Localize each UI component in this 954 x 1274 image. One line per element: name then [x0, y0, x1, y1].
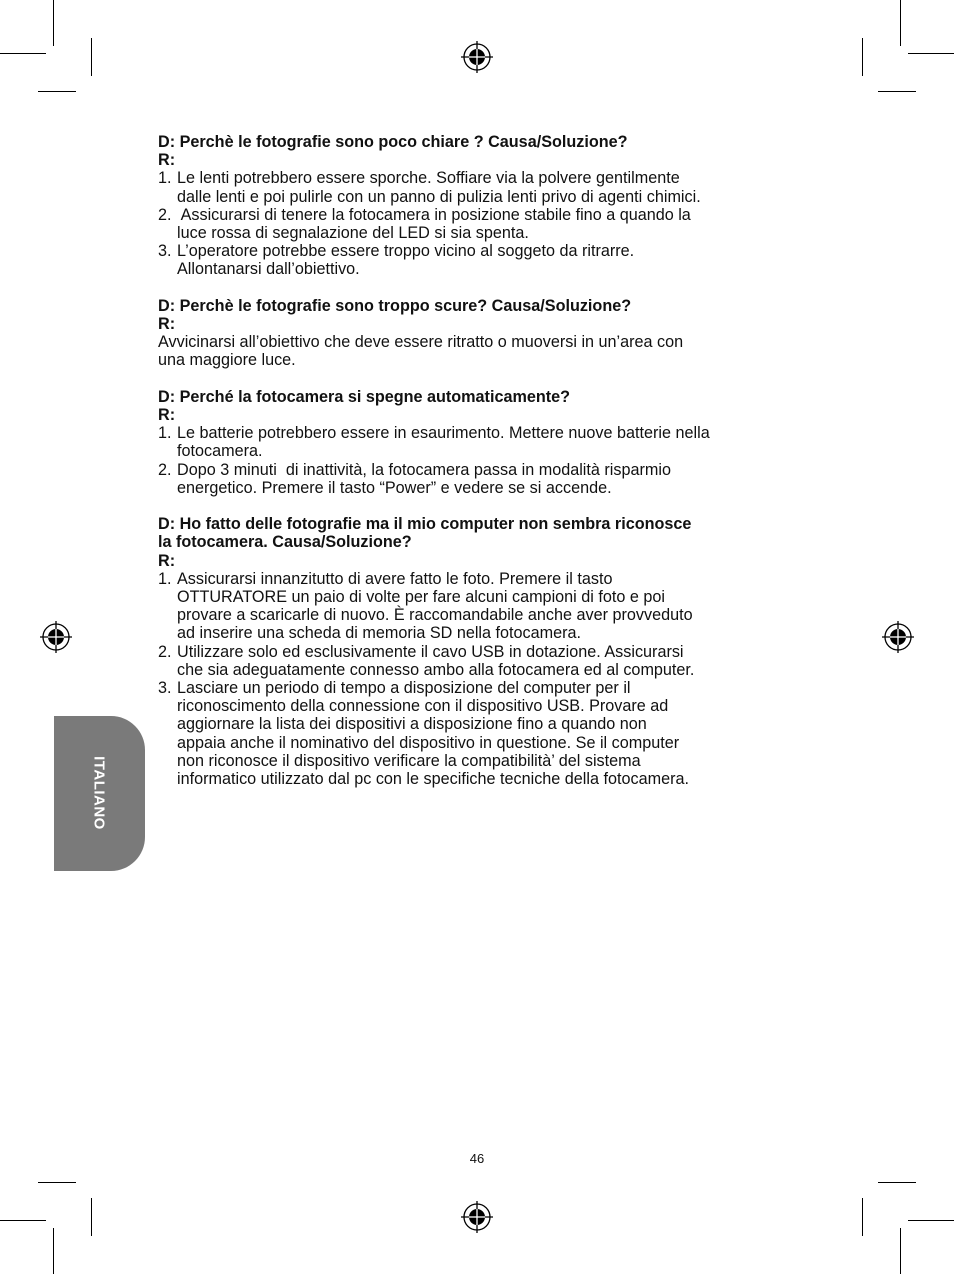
list-number: 1. — [158, 424, 172, 443]
list-item — [158, 643, 798, 679]
list-line: Dopo 3 minuti di inattività, la fotocamera passa in modalità risparmio — [177, 460, 671, 479]
list-line: provare a scaricarle di nuovo. È raccomandabile anche aver provveduto — [177, 606, 693, 625]
list-line: OTTURATORE un paio di volte per fare alcuni campioni di foto e poi — [177, 588, 665, 607]
list-number: 1. — [158, 569, 172, 588]
list-line: Lasciare un periodo di tempo a disposizione del computer per il — [177, 679, 631, 698]
list-line: fotocamera. — [177, 442, 263, 461]
language-tab-label: ITALIANO — [90, 756, 108, 830]
list-line: Le batterie potrebbero essere in esaurimento. Mettere nuove batterie nella — [177, 424, 710, 443]
list-item — [158, 169, 798, 205]
list-number: 2. — [158, 460, 172, 479]
faq-question: D: Perchè le fotografie sono troppo scure? Causa/Soluzione? — [158, 296, 632, 315]
registration-mark-icon — [40, 621, 72, 653]
list-line: che sia adeguatamente connesso ambo alla fotocamera ed al computer. — [177, 660, 695, 679]
list-line: ad inserire una scheda di memoria SD nella fotocamera. — [177, 624, 581, 643]
answer-line: una maggiore luce. — [158, 351, 296, 370]
list-line: Assicurarsi di tenere la fotocamera in posizione stabile fino a quando la — [177, 205, 691, 224]
registration-mark-icon — [461, 41, 493, 73]
list-line: aggiornare la lista dei dispositivi a disposizione fino a quando non — [177, 715, 647, 734]
faq-section — [158, 388, 798, 497]
list-line: energetico. Premere il tasto “Power” e vedere se si accende. — [177, 478, 612, 497]
faq-answer-label: R: — [158, 551, 176, 570]
list-line: dalle lenti e poi pulirle con un panno di pulizia lenti privo di agenti chimici. — [177, 187, 701, 206]
list-line: Allontanarsi dall’obiettivo. — [177, 260, 360, 279]
list-line: luce rossa di segnalazione del LED si sia spenta. — [177, 224, 529, 243]
faq-question: la fotocamera. Causa/Soluzione? — [158, 533, 412, 552]
list-line: Utilizzare solo ed esclusivamente il cavo USB in dotazione. Assicurarsi — [177, 642, 684, 661]
list-item — [158, 570, 798, 643]
faq-answer-label: R: — [158, 151, 176, 170]
faq-section — [158, 297, 798, 370]
list-number: 3. — [158, 679, 172, 698]
list-line: L’operatore potrebbe essere troppo vicino al soggeto da ritrarre. — [177, 242, 635, 261]
list-item — [158, 679, 798, 788]
list-item — [158, 424, 798, 460]
faq-section — [158, 133, 798, 279]
list-number: 2. — [158, 205, 172, 224]
list-line: non riconosce il dispositivo verificare la compatibilità’ del sistema — [177, 751, 641, 770]
faq-question: D: Perché la fotocamera si spegne automaticamente? — [158, 387, 571, 406]
list-number: 3. — [158, 242, 172, 261]
faq-question: D: Ho fatto delle fotografie ma il mio computer non sembra riconosce — [158, 515, 692, 534]
list-number: 1. — [158, 169, 172, 188]
list-item — [158, 461, 798, 497]
list-item — [158, 242, 798, 278]
list-number: 2. — [158, 642, 172, 661]
faq-content — [158, 133, 798, 806]
list-line: appaia anche il nominativo del dispositivo in questione. Se il computer — [177, 733, 680, 752]
list-line: Le lenti potrebbero essere sporche. Soffiare via la polvere gentilmente — [177, 169, 680, 188]
faq-section — [158, 515, 798, 788]
answer-line: Avvicinarsi all’obiettivo che deve essere ritratto o muoversi in un’area con — [158, 333, 684, 352]
registration-mark-icon — [882, 621, 914, 653]
list-line: informatico utilizzato dal pc con le specifiche tecniche della fotocamera. — [177, 770, 689, 789]
list-line: riconoscimento della connessione con il dispositivo USB. Provare ad — [177, 697, 669, 716]
faq-question: D: Perchè le fotografie sono poco chiare ? Causa/Soluzione? — [158, 133, 628, 151]
faq-answer-label: R: — [158, 315, 176, 334]
registration-mark-icon — [461, 1201, 493, 1233]
list-item — [158, 206, 798, 242]
faq-answer-label: R: — [158, 406, 176, 425]
list-line: Assicurarsi innanzitutto di avere fatto le foto. Premere il tasto — [177, 569, 613, 588]
page-number: 46 — [469, 1151, 485, 1166]
